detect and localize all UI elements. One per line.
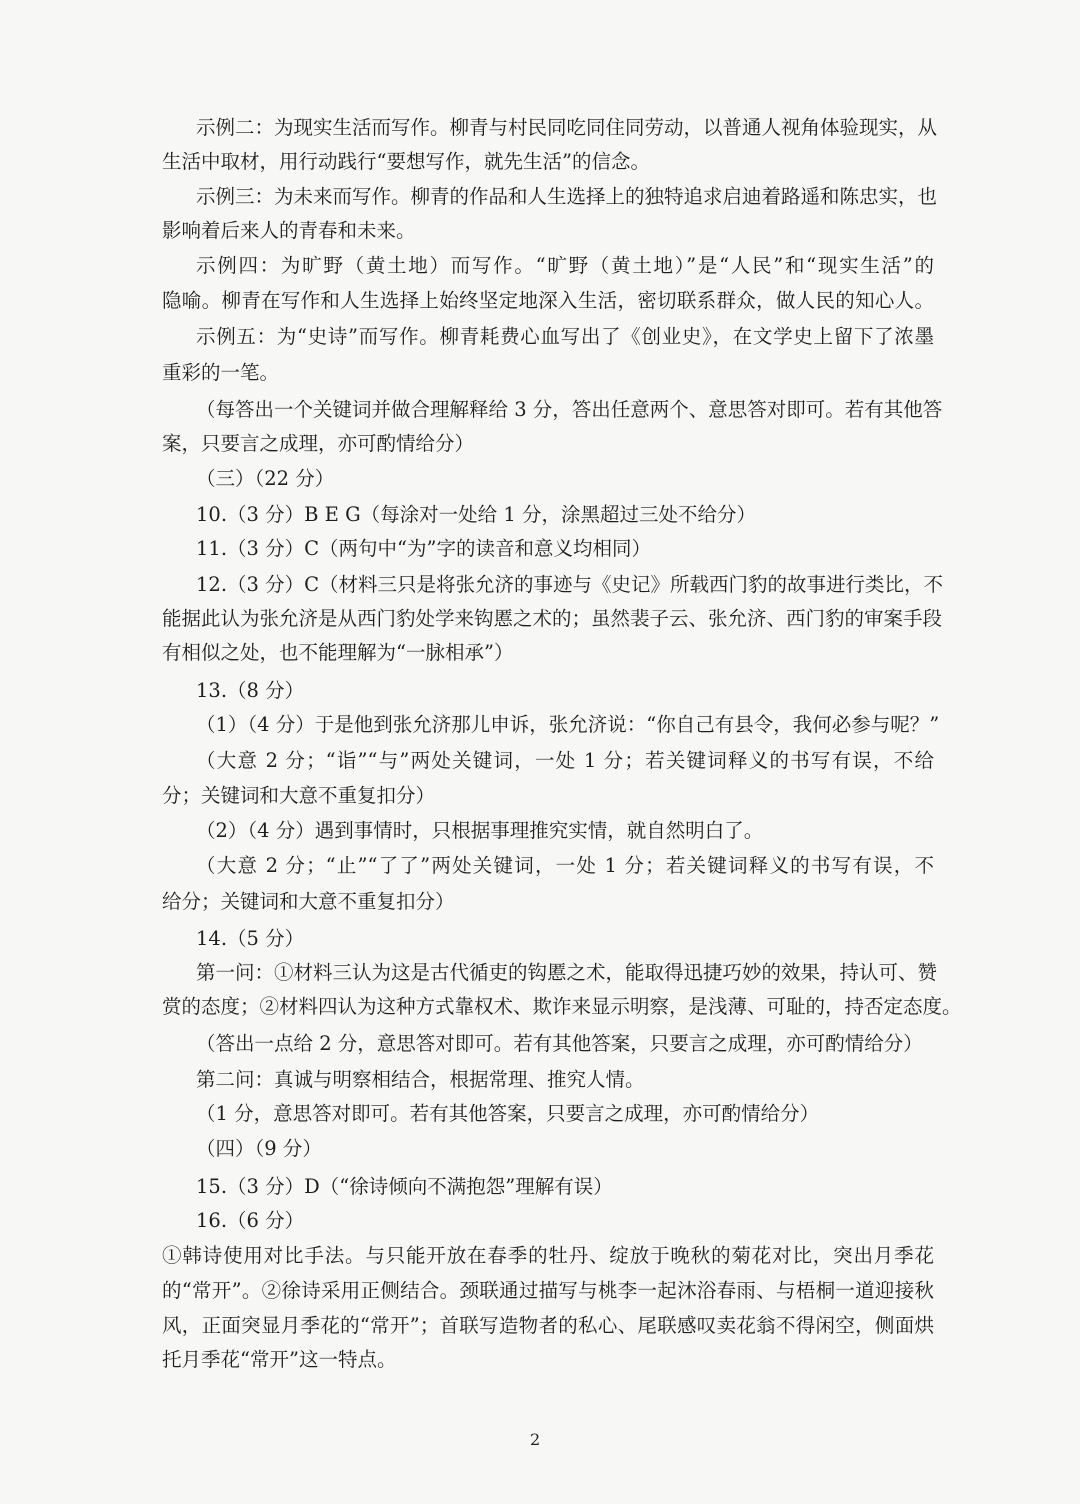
text-line: 示例三：为未来而写作。柳青的作品和人生选择上的独特追求启迪着路遥和陈忠实，也	[196, 185, 938, 208]
text-line: 重彩的一笔。	[162, 361, 280, 384]
scoring-note: （答出一点给 2 分，意思答对即可。若有其他答案，只要言之成理，亦可酌情给分）	[196, 1032, 923, 1055]
scoring-note: 给分；关键词和大意不重复扣分）	[162, 890, 455, 913]
answer-line: 第一问：①材料三认为这是古代循吏的钩慝之术，能取得迅捷巧妙的效果，持认可、赞	[196, 961, 938, 984]
answer-line: ①韩诗使用对比手法。与只能开放在春季的牡丹、绽放于晚秋的菊花对比，突出月季花	[162, 1244, 934, 1267]
page-number: 2	[530, 1430, 541, 1449]
answer-line: 的“常开”。②徐诗采用正侧结合。颈联通过描写与桃李一起沐浴春雨、与梧桐一道迎接秋	[162, 1279, 934, 1302]
answer-line: （2）（4 分）遇到事情时，只根据事理推究实情，就自然明白了。	[196, 819, 764, 842]
section-heading: （四）（9 分）	[196, 1137, 322, 1160]
scoring-note: 案，只要言之成理，亦可酌情给分）	[162, 432, 475, 455]
text-line: 示例五：为“史诗”而写作。柳青耗费心血写出了《创业史》，在文学史上留下了浓墨	[196, 325, 934, 348]
text-line: 影响着后来人的青春和未来。	[162, 219, 416, 242]
answer-line: 11.（3 分）C（两句中“为”字的读音和意义均相同）	[196, 537, 651, 560]
answer-line: 15.（3 分）D（“徐诗倾向不满抱怨”理解有误）	[196, 1175, 613, 1198]
scoring-note: 分；关键词和大意不重复扣分）	[162, 784, 436, 807]
answer-line: 10.（3 分）B E G（每涂对一处给 1 分，涂黑超过三处不给分）	[196, 503, 756, 526]
text-line: 示例四：为旷野（黄土地）而写作。“旷野（黄土地）”是“人民”和“现实生活”的	[196, 254, 934, 277]
text-line: 生活中取材，用行动践行“要想写作，就先生活”的信念。	[162, 150, 650, 173]
question-heading: 16.（6 分）	[196, 1209, 305, 1232]
answer-line: 赏的态度；②材料四认为这种方式靠权术、欺诈来显示明察，是浅薄、可耻的，持否定态度。	[162, 995, 962, 1018]
answer-line: 第二问：真诚与明察相结合，根据常理、推究人情。	[196, 1068, 645, 1091]
answer-line: 12.（3 分）C（材料三只是将张允济的事迹与《史记》所载西门豹的故事进行类比，不	[196, 573, 944, 596]
scoring-note: （1 分，意思答对即可。若有其他答案，只要言之成理，亦可酌情给分）	[196, 1102, 820, 1125]
answer-line: 托月季花“常开”这一特点。	[162, 1348, 397, 1371]
section-heading: （三）（22 分）	[196, 467, 335, 490]
scoring-note: （每答出一个关键词并做合理解释给 3 分，答出任意两个、意思答对即可。若有其他答	[196, 398, 943, 421]
question-heading: 13.（8 分）	[196, 679, 305, 702]
scoring-note: （大意 2 分；“止”“了了”两处关键词，一处 1 分；若关键词释义的书写有误，不	[196, 854, 934, 877]
question-heading: 14.（5 分）	[196, 927, 305, 950]
text-line: 隐喻。柳青在写作和人生选择上始终坚定地深入生活，密切联系群众，做人民的知心人。	[162, 289, 934, 312]
answer-line: （1）（4 分）于是他到张允济那儿申诉，张允济说：“你自己有县令，我何必参与呢？”	[196, 713, 940, 736]
answer-line: 风，正面突显月季花的“常开”；首联写造物者的私心、尾联感叹卖花翁不得闲空，侧面烘	[162, 1314, 934, 1337]
scoring-note: （大意 2 分；“诣”“与”两处关键词，一处 1 分；若关键词释义的书写有误，不给	[196, 749, 934, 772]
answer-line: 能据此认为张允济是从西门豹处学来钩慝之术的；虽然裴子云、张允济、西门豹的审案手段	[162, 607, 943, 630]
answer-line: 有相似之处，也不能理解为“一脉相承”）	[162, 641, 514, 664]
text-line: 示例二：为现实生活而写作。柳青与村民同吃同住同劳动，以普通人视角体验现实，从	[196, 116, 938, 139]
